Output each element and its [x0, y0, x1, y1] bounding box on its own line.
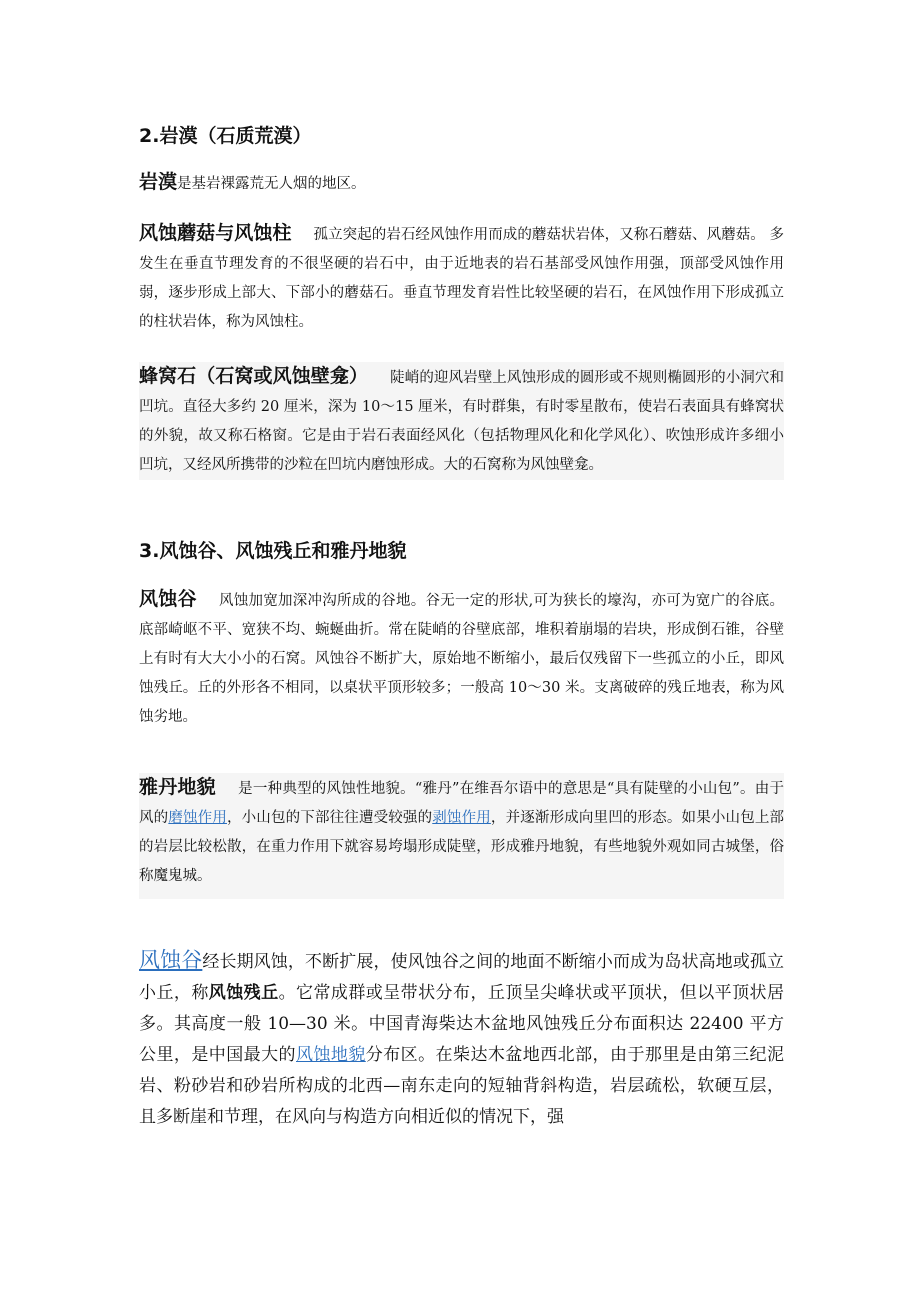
mogu-term: 风蚀蘑菇与风蚀柱	[139, 222, 292, 244]
mogu-text: 孤立突起的岩石经风蚀作用而成的蘑菇状岩体，又称石蘑菇、风蘑菇。 多发生在垂直节理发育的不很坚硬的岩石中，由于近地表的岩石基部受风蚀作用强，顶部受风蚀作用弱，逐步形成上部大、下部小的蘑菇石。垂直节理发育岩性比较坚硬的岩石，在风蚀作用下形成孤立的柱状岩体，称为风蚀柱。	[139, 227, 784, 330]
canqiu-text-1: 经长期风蚀，不断扩展，使风蚀谷之间的地面不断缩小而成为岛状高地或孤立小丘，称	[139, 952, 785, 1003]
section-2-heading: 2.岩漠（石质荒漠）	[139, 125, 312, 147]
section-3-heading: 3.风蚀谷、风蚀残丘和雅丹地貌	[139, 540, 407, 562]
yanmo-term: 岩漠	[139, 171, 178, 193]
yadan-text-3: ，并逐渐形成向里凹的形态。如果小山包上部的岩层比较松散，在重力作用下就容易垮塌形成陡壁，形成雅丹地貌，有些地貌外观如同古城堡，俗称魔鬼城。	[139, 810, 785, 884]
fengshi-dimao-link[interactable]: 风蚀地貌	[296, 1045, 366, 1065]
fengwo-text: 陡峭的迎风岩壁上风蚀形成的圆形或不规则椭圆形的小洞穴和凹坑。直径大多约 20 厘米，深为 10～15 厘米，有时群集，有时零星散布，使岩石表面具有蜂窝状的外貌，故又称石格窗。它是由于岩石表面经风化（包括物理风化和化学风化）、吹蚀形成许多细小凹坑，又经风所携带的沙粒在凹坑内磨蚀形成。大的石窝称为风蚀壁龛。	[139, 370, 784, 473]
yanmo-paragraph	[139, 168, 784, 199]
fengshigu-link[interactable]: 风蚀谷	[139, 948, 203, 972]
mogu-paragraph	[139, 219, 784, 337]
canqiu-text-3: 分布区。在柴达木盆地西北部，由于那里是由第三纪泥岩、粉砂岩和砂岩所构成的北西—南东走向的短轴背斜构造，岩层疏松，软硬互层，且多断崖和节理，在风向与构造方向相近似的情况下，强	[139, 1045, 785, 1127]
yadan-term: 雅丹地貌	[139, 776, 216, 798]
mosi-link[interactable]: 磨蚀作用	[168, 810, 227, 826]
yadan-text-2: ，小山包的下部往往遭受较强的	[226, 810, 433, 826]
yadan-paragraph	[139, 773, 784, 899]
canqiu-bold-term: 风蚀残丘	[208, 983, 279, 1003]
fengshigu-term: 风蚀谷	[139, 588, 197, 610]
yadan-text-1: 是一种典型的风蚀性地貌。“雅丹”在维吾尔语中的意思是“具有陡壁的小山包”。由于风的	[139, 781, 784, 826]
boshi-link[interactable]: 剥蚀作用	[432, 810, 491, 826]
fengwo-term: 蜂窝石（石窝或风蚀壁龛）	[139, 365, 369, 387]
canqiu-text-2: 。它常成群或呈带状分布，丘顶呈尖峰状或平顶状，但以平顶状居多。其高度一般 10—30 米。中国青海柴达木盆地风蚀残丘分布面积达 22400 平方公里，是中国最大的	[139, 983, 785, 1065]
canqiu-paragraph	[139, 945, 784, 1133]
fengshigu-paragraph	[139, 585, 784, 732]
fengwo-paragraph	[139, 362, 784, 480]
fengshigu-text: 风蚀加宽加深冲沟所成的谷地。谷无一定的形状,可为狭长的壕沟，亦可为宽广的谷底。底部崎岖不平、宽狭不均、蜿蜒曲折。常在陡峭的谷壁底部，堆积着崩塌的岩块，形成倒石锥，谷壁上有时有大大小小的石窝。风蚀谷不断扩大，原始地不断缩小，最后仅残留下一些孤立的小丘，即风蚀残丘。丘的外形各不相同，以桌状平顶形较多；一般高 10～30 米。支离破碎的残丘地表，称为风蚀劣地。	[139, 593, 784, 725]
yanmo-text: 是基岩裸露荒无人烟的地区。	[177, 176, 366, 192]
